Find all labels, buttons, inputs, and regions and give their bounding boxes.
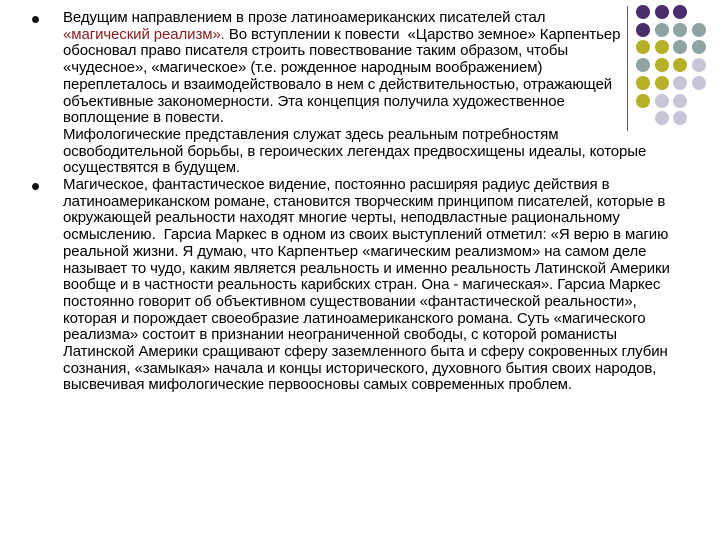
paragraph-2: Магическое, фантастическое видение, постоянно расширяя радиус действия в латиноамериканском романе, становится творческим принципом писателей, которые в окружающей реальности находят многие черты, неподвластные рациональному осмыслению. Гарсиа Маркес в одном из своих выступлений отметил: «Я верю в магию реальной жизни. Я думаю, что Карпентьер «магическим реализмом» на самом деле называет то чудо, каким является реальность и именно реальность Латинской Америки вообще и в частности реальность карибских стран. Она - магическая». Гарсиа Маркес постоянно говорит об объективном существовании «фантастической реальности», которая и порождает своеобразие латиноамериканского романа. Суть «магического реализма» состоит в признании неограниченной свободы, с которой романисты Латинской Америки сращивают сферу заземленного быта и сферу сокровенных глубин сознания, «замыкая» начала и концы исторического, духовного бытия своих народов, высвечивая мифологические первоосновы самых современных проблем. xyxy=(63,176,670,394)
decorative-dot-olive xyxy=(673,58,687,72)
decorative-dot-lavender xyxy=(692,58,706,72)
paragraph-1-narrow xyxy=(63,10,623,127)
decorative-dot-purple xyxy=(673,5,687,19)
bullet-item-1 xyxy=(30,10,670,177)
paragraph-1-continuation: Мифологические представления служат здесь реальным потребностям освободительной борьбы, в героических легендах предвосхищены идеалы, которые осуществятся в будущем. xyxy=(63,125,647,177)
paragraph-1-tail: Во вступлении к повести «Царство земное» Карпентьер обосновал право писателя строить повествование таким образом, чтобы «чудесное», «магическое» (т.е. рожденное народным воображением) переплеталось и взаимодействовало в нем с действительностью, отражающей объективные закономерности. Эта концепция получила художественное воплощение в повести. xyxy=(63,25,621,127)
decorative-dot-lavender xyxy=(692,76,706,90)
text-content xyxy=(30,10,670,394)
paragraph-1-lead: Ведущим направлением в прозе латиноамериканских писателей стал xyxy=(63,9,546,26)
bullet-item-2 xyxy=(30,177,670,394)
decorative-dot-teal xyxy=(692,40,706,54)
decorative-dot-teal xyxy=(673,40,687,54)
bullet-icon xyxy=(32,183,39,190)
decorative-dot-lavender xyxy=(673,94,687,108)
decorative-dot-teal xyxy=(692,23,706,37)
bullet-icon xyxy=(32,16,39,23)
decorative-dot-teal xyxy=(673,23,687,37)
decorative-dot-lavender xyxy=(673,76,687,90)
decorative-dot-lavender xyxy=(673,111,687,125)
magic-realism-term: «магический реализм». xyxy=(63,25,225,43)
